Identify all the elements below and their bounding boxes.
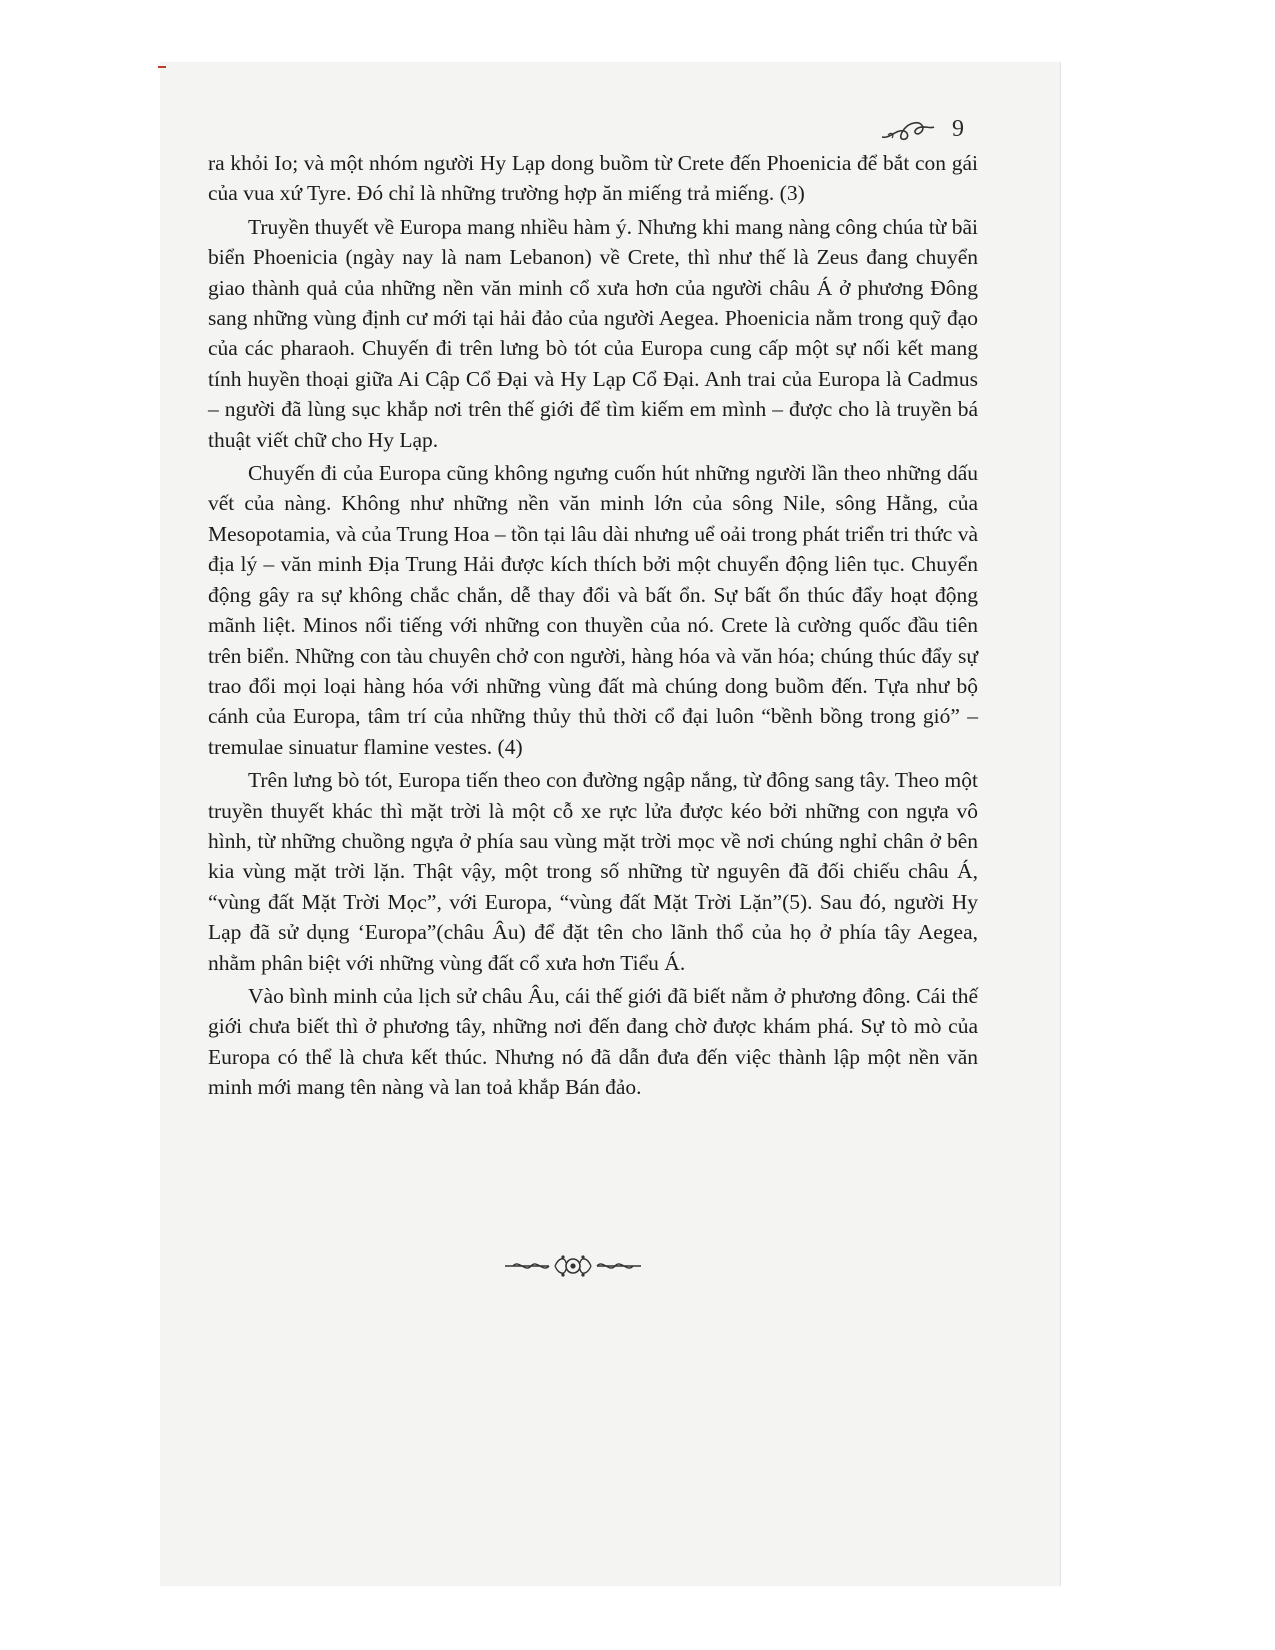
paragraph: Vào bình minh của lịch sử châu Âu, cái thế giới đã biết nằm ở phương đông. Cái thế giới chưa biết thì ở phương tây, những nơi đến đang chờ được khám phá. Sự tò mò của Europa có thể là chưa kết thúc. Nhưng nó đã dẫn đưa đến việc thành lập một nền văn minh mới mang tên nàng và lan toả khắp Bán đảo. (208, 983, 978, 1100)
paragraph: Truyền thuyết về Europa mang nhiều hàm ý. Nhưng khi mang nàng công chúa từ bãi biển Phoenicia (ngày nay là nam Lebanon) về Crete, thì như thế là Zeus đang chuyển giao thành quả của những nền văn minh cổ xưa hơn của người châu Á ở phương Đông sang những vùng định cư mới tại hải đảo của người Aegea. Phoenicia nằm trong quỹ đạo của các pharaoh. Chuyến đi trên lưng bò tót của Europa cung cấp một sự nối kết mang tính huyền thoại giữa Ai Cập Cổ Đại và Hy Lạp Cổ Đại. Anh trai của Europa là Cadmus – người đã lùng sục khắp nơi trên thế giới để tìm kiếm em mình – được cho là truyền bá thuật viết chữ cho Hy Lạp. (208, 214, 978, 452)
paragraph: Chuyến đi của Europa cũng không ngưng cuốn hút những người lần theo những dấu vết của nàng. Không như những nền văn minh lớn của sông Nile, sông Hằng, của Mesopotamia, và của Trung Hoa – tồn tại lâu dài nhưng uể oải trong phát triển tri thức và địa lý – văn minh Địa Trung Hải được kích thích bởi một chuyển động liên tục. Chuyển động gây ra sự không chắc chắn, dễ thay đổi và bất ổn. Sự bất ổn thúc đẩy hoạt động mãnh liệt. Minos nổi tiếng với những con thuyền của nó. Crete là cường quốc đầu tiên trên biển. Những con tàu chuyên chở con người, hàng hóa và văn hóa; chúng thúc đẩy sự trao đổi mọi loại hàng hóa với những vùng đất mà chúng dong buồm đến. Tựa như bộ cánh của Europa, tâm trí của những thủy thủ thời cổ đại luôn “bềnh bồng trong gió” – tremulae sinuatur flamine vestes. (4) (208, 461, 978, 759)
paragraph: Trên lưng bò tót, Europa tiến theo con đường ngập nắng, từ đông sang tây. Theo một truyền thuyết khác thì mặt trời là một cỗ xe rực lửa được kéo bởi những con ngựa vô hình, từ những chuồng ngựa ở phía sau vùng mặt trời mọc về nơi chúng nghỉ chân ở bên kia vùng mặt trời lặn. Thật vậy, một trong số những từ nguyên đã đối chiếu châu Á, “vùng đất Mặt Trời Mọc”, với Europa, “vùng đất Mặt Trời Lặn”(5). Sau đó, người Hy Lạp đã sử dụng ‘Europa”(châu Âu) để đặt tên cho lãnh thổ của họ ở phía tây Aegea, nhằm phân biệt với những vùng đất cổ xưa hơn Tiểu Á. (208, 768, 978, 975)
page-header (880, 116, 964, 143)
body-text (208, 148, 978, 1106)
flourish-icon (880, 117, 936, 143)
paragraph-continued: ra khỏi Io; và một nhóm người Hy Lạp dong buồm từ Crete đến Phoenicia để bắt con gái của vua xứ Tyre. Đó chỉ là những trường hợp ăn miếng trả miếng. (3) (208, 151, 978, 206)
ornament-icon (503, 1251, 643, 1281)
page-number: 9 (952, 116, 964, 142)
page-edge-mark (158, 66, 166, 68)
